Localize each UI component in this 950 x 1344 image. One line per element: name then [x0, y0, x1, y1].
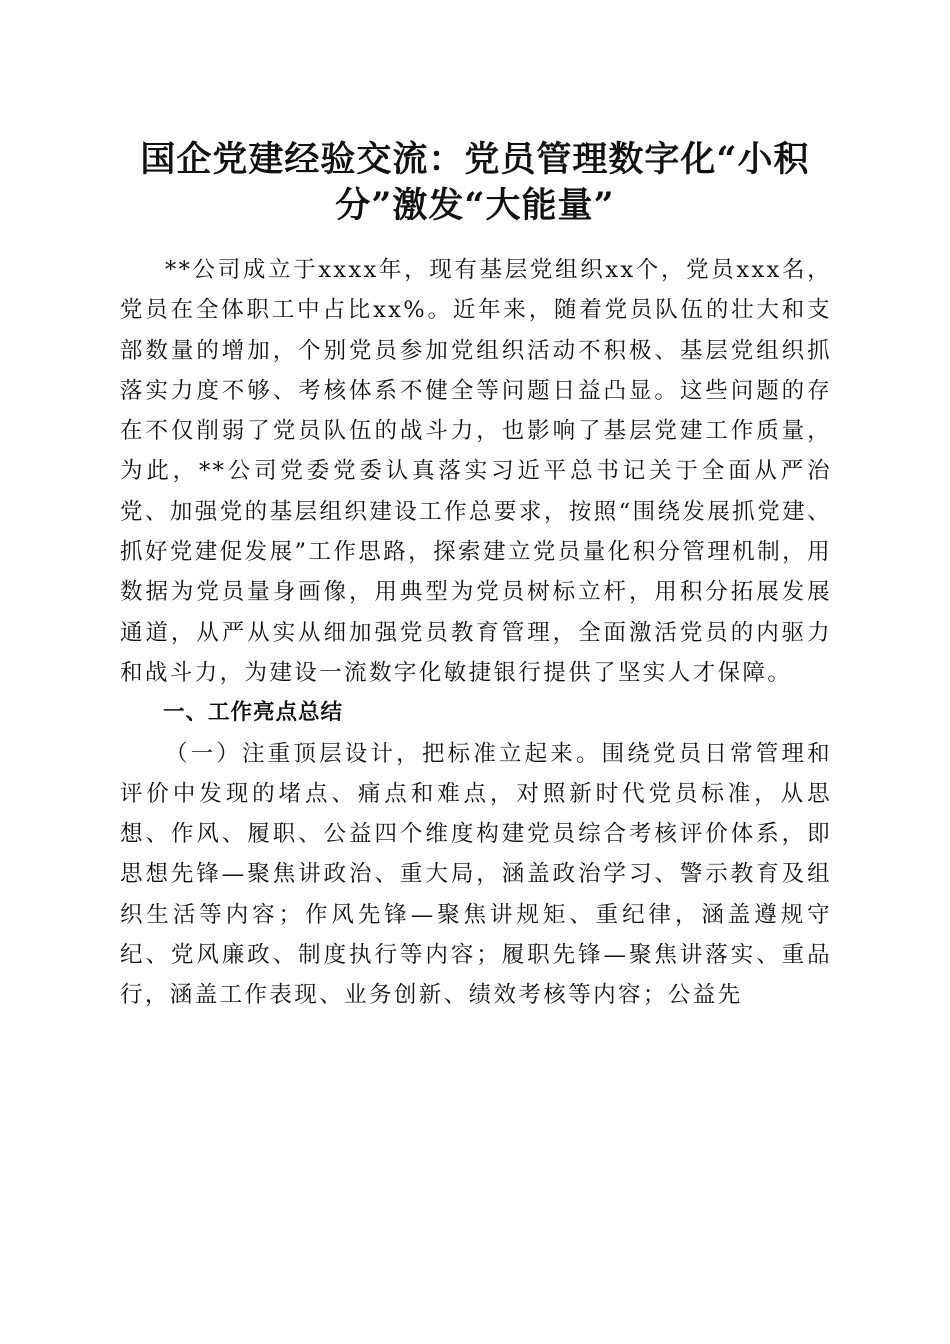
- document-body: [120, 250, 832, 1016]
- section-heading: 一、工作亮点总结: [163, 700, 344, 726]
- intro-paragraph: **公司成立于xxxx年，现有基层党组织xx个，党员xxx名，党员在全体职工中占比xx%。近年来，随着党员队伍的壮大和支部数量的增加，个别党员参加党组织活动不积极、基层党组织抓落实力度不够、考核体系不健全等问题日益凸显。这些问题的存在不仅削弱了党员队伍的战斗力，也影响了基层党建工作质量，为此，**公司党委党委认真落实习近平总书记关于全面从严治党、加强党的基层组织建设工作总要求，按照“围绕发展抓党建、抓好党建促发展”工作思路，探索建立党员量化积分管理机制，用数据为党员量身画像，用典型为党员树标立杆，用积分拓展发展通道，从严从实从细加强党员教育管理，全面激活党员的内驱力和战斗力，为建设一流数字化敏捷银行提供了坚实人才保障。: [120, 257, 832, 686]
- title-line-1: 国企党建经验交流：党员管理数字化“小积: [140, 139, 810, 180]
- section-paragraph: （一）注重顶层设计，把标准立起来。围绕党员日常管理和评价中发现的堵点、痛点和难点，对照新时代党员标准，从思想、作风、履职、公益四个维度构建党员综合考核评价体系，即思想先锋—聚焦讲政治、重大局，涵盖政治学习、警示教育及组织生活等内容；作风先锋—聚焦讲规矩、重纪律，涵盖遵规守纪、党风廉政、制度执行等内容；履职先锋—聚焦讲落实、重品行，涵盖工作表现、业务创新、绩效考核等内容；公益先: [120, 740, 832, 1009]
- document-title: [110, 137, 840, 229]
- title-line-2: 分”激发“大能量”: [335, 185, 615, 226]
